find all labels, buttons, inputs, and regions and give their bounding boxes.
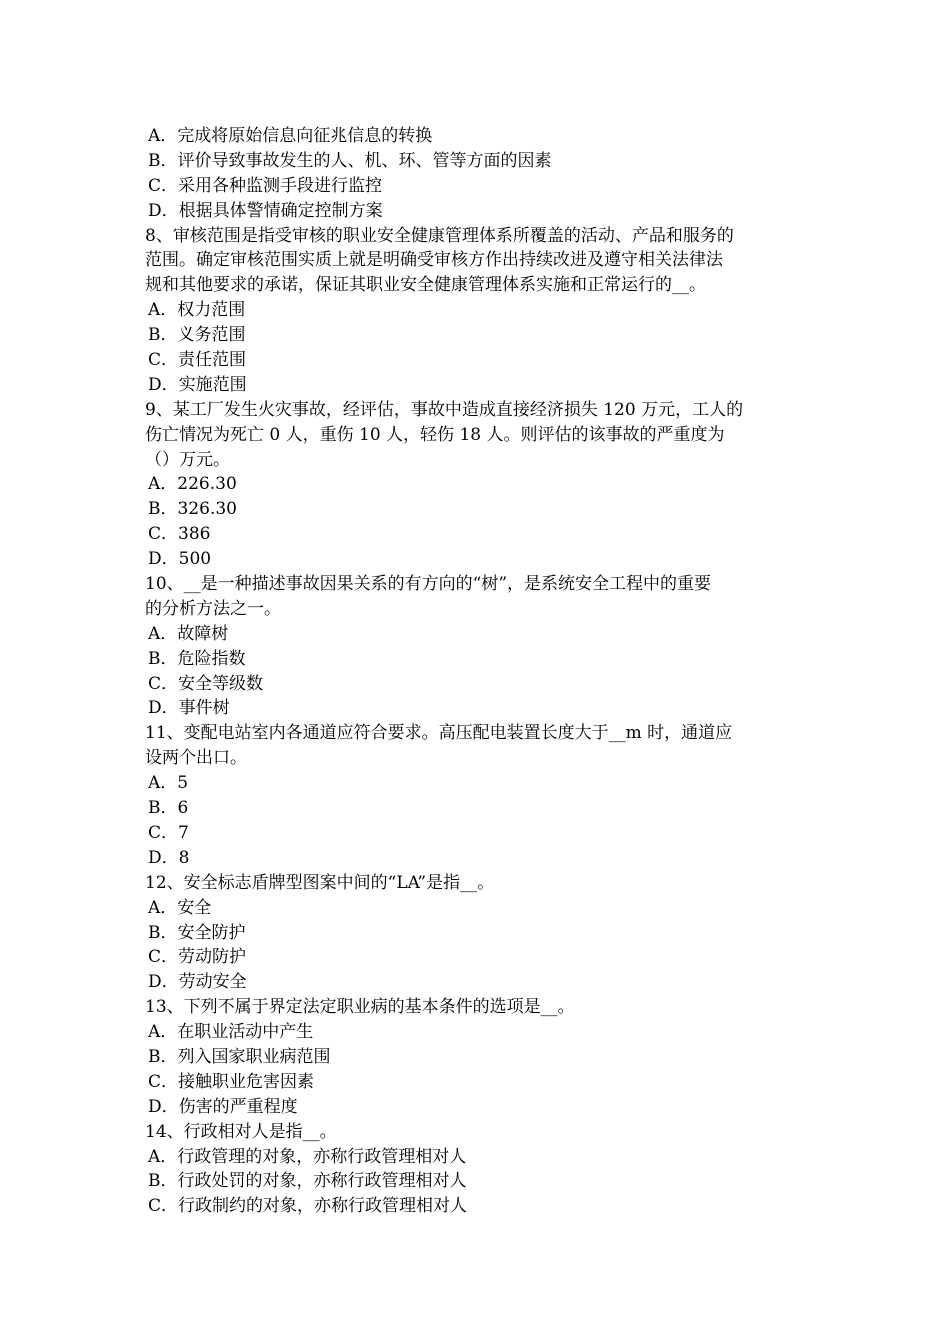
answer-option-line: B．列入国家职业病范围 [148, 1046, 331, 1067]
answer-option-line: B．评价导致事故发生的人、机、环、管等方面的因素 [148, 150, 552, 171]
question-text-line: 12、安全标志盾牌型图案中间的“LA”是指__。 [145, 872, 495, 893]
answer-option-line: B．义务范围 [148, 325, 246, 346]
answer-option-line: B．安全防护 [148, 922, 246, 943]
answer-option-line: B．326.30 [148, 499, 237, 520]
question-text-line: 的分析方法之一。 [145, 598, 281, 619]
answer-option-line: C．劳动防护 [148, 947, 247, 968]
answer-option-line: D．根据具体警情确定控制方案 [148, 200, 383, 221]
question-text-line: 14、行政相对人是指__。 [145, 1121, 337, 1142]
question-text-line: 13、下列不属于界定法定职业病的基本条件的选项是__。 [145, 997, 575, 1018]
answer-option-line: A．权力范围 [148, 300, 246, 321]
answer-option-line: C．安全等级数 [148, 673, 264, 694]
answer-option-line: A．完成将原始信息向征兆信息的转换 [148, 126, 433, 146]
question-text-line: 规和其他要求的承诺，保证其职业安全健康管理体系实施和正常运行的__。 [145, 275, 706, 296]
question-text-line: 11、变配电站室内各通道应符合要求。高压配电装置长度大于__m 时，通道应 [145, 723, 733, 744]
question-text-line: 伤亡情况为死亡 0 人，重伤 10 人，轻伤 18 人。则评估的该事故的严重度为 [145, 424, 725, 445]
answer-option-line: C．采用各种监测手段进行监控 [148, 175, 383, 196]
answer-option-line: C．行政制约的对象，亦称行政管理相对人 [148, 1196, 468, 1217]
question-text-line: 设两个出口。 [145, 748, 247, 769]
question-text-line: 8、审核范围是指受审核的职业安全健康管理体系所覆盖的活动、产品和服务的 [145, 225, 734, 246]
answer-option-line: B．行政处罚的对象，亦称行政管理相对人 [148, 1171, 467, 1192]
answer-option-line: D．500 [148, 549, 212, 570]
answer-option-line: D．事件树 [148, 698, 230, 719]
question-text-line: 范围。确定审核范围实质上就是明确受审核方作出持续改进及遵守相关法律法 [145, 250, 723, 271]
answer-option-line: C．386 [148, 524, 211, 545]
answer-option-line: A．安全 [148, 897, 212, 918]
answer-option-line: D．劳动安全 [148, 972, 247, 993]
answer-option-line: B．危险指数 [148, 648, 246, 669]
answer-option-line: A．5 [148, 773, 189, 794]
answer-option-line: B．6 [148, 798, 189, 819]
answer-option-line: A．226.30 [148, 474, 237, 495]
question-text-line: 10、__是一种描述事故因果关系的有方向的“树”，是系统安全工程中的重要 [145, 574, 712, 595]
answer-option-line: A．故障树 [148, 623, 229, 644]
answer-option-line: D．伤害的严重程度 [148, 1096, 298, 1117]
answer-option-line: D．8 [148, 847, 190, 868]
question-text-line: 9、某工厂发生火灾事故，经评估，事故中造成直接经济损失 120 万元，工人的 [145, 399, 744, 420]
answer-option-line: A．在职业活动中产生 [148, 1022, 314, 1043]
answer-option-line: A．行政管理的对象，亦称行政管理相对人 [148, 1146, 467, 1167]
answer-option-line: C．接触职业危害因素 [148, 1071, 315, 1092]
answer-option-line: D．实施范围 [148, 374, 247, 395]
question-text-line: （）万元。 [145, 449, 230, 470]
answer-option-line: C．责任范围 [148, 350, 247, 371]
answer-option-line: C．7 [148, 822, 189, 843]
document-body [145, 124, 810, 1219]
